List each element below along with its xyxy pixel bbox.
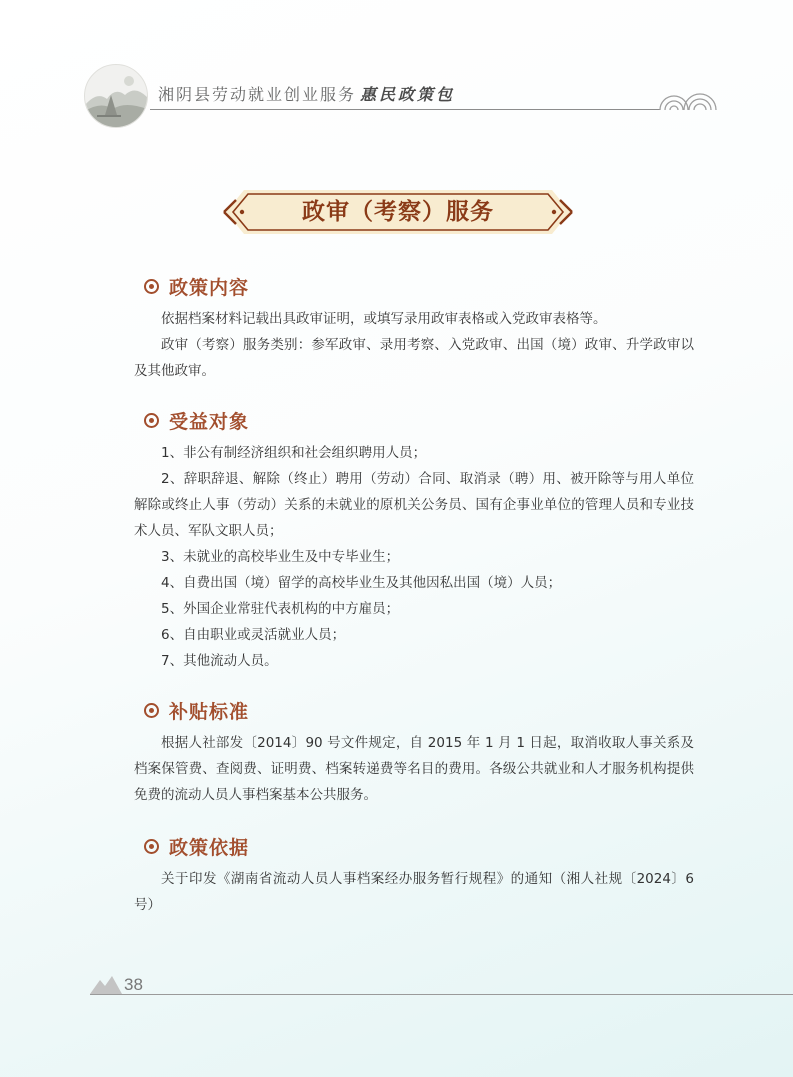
list-item: 5、外国企业常驻代表机构的中方雇员； [161,601,400,617]
paragraph: 依据档案材料记载出具政审证明，或填写录用政审表格或入党政审表格等。 [161,311,607,327]
section-heading [134,832,694,860]
section-heading [134,696,694,724]
list-item: 6、自由职业或灵活就业人员； [161,627,346,643]
paragraph: 关于印发《湖南省流动人员人事档案经办服务暂行规程》的通知（湘人社规〔2024〕6 号） [134,871,694,913]
list-item: 2、辞职辞退、解除（终止）聘用（劳动）合同、取消录（聘）用、被开除等与用人单位解除或终止人事（劳动）关系的未就业的原机关公务员、国有企事业单位的管理人员和专业技术人员、军队文职人员； [134,471,694,539]
header-divider [150,109,660,110]
circle-bullet-icon [144,413,159,428]
circle-bullet-icon [144,279,159,294]
paragraph: 根据人社部发〔2014〕90 号文件规定，自 2015 年 1 月 1 日起，取消收取人事关系及档案保管费、查阅费、证明费、档案转递费等名目的费用。各级公共就业和人才服务机构提供免费的流动人员人事档案基本公共服务。 [134,735,694,803]
section-policy-content [134,272,694,384]
landscape-emblem-icon [84,64,148,128]
paragraph: 政审（考察）服务类别：参军政审、录用考察、入党政审、出国（境）政审、升学政审以及其他政审。 [134,337,694,379]
list-item: 3、未就业的高校毕业生及中专毕业生； [161,549,400,565]
circle-bullet-icon [144,703,159,718]
section-title: 补贴标准 [169,700,250,723]
mountain-icon [90,974,122,994]
cloud-wave-decoration-icon [658,84,718,112]
header-title: 湘阴县劳动就业创业服务 惠民政策包 [158,85,456,104]
section-subsidy-standard [134,696,694,808]
page-number: 38 [124,975,143,994]
section-banner [222,186,574,238]
section-beneficiaries [134,406,694,674]
header-brand: 惠民政策包 [360,85,456,104]
section-title: 政策依据 [169,836,250,859]
section-heading [134,272,694,300]
section-title: 政策内容 [169,276,250,299]
list-item: 1、非公有制经济组织和社会组织聘用人员； [161,445,427,461]
footer-divider [90,994,793,995]
page-header [0,0,793,140]
section-title: 受益对象 [169,410,250,433]
circle-bullet-icon [144,839,159,854]
section-heading [134,406,694,434]
list-item: 4、自费出国（境）留学的高校毕业生及其他因私出国（境）人员； [161,575,562,591]
banner-title: 政审（考察）服务 [302,199,494,225]
section-policy-basis [134,832,694,918]
list-item: 7、其他流动人员。 [161,653,278,669]
